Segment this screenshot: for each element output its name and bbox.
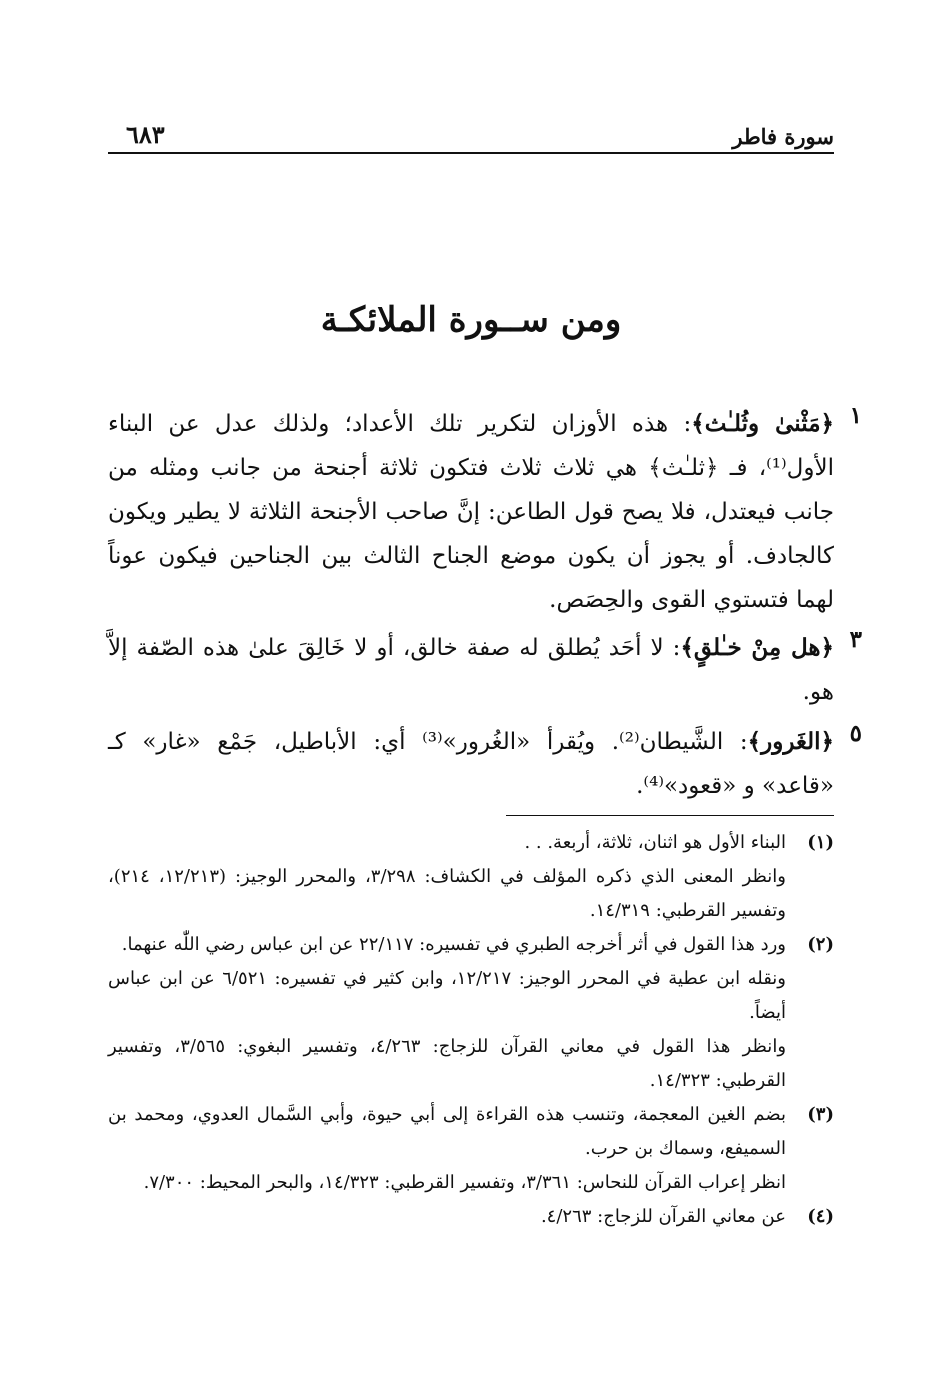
verse-number: ١	[849, 402, 862, 429]
quran-phrase: ﴿الغَرور﴾	[747, 728, 834, 755]
footnote	[108, 826, 834, 928]
footnote-number: (٣)	[807, 1104, 834, 1125]
verse-commentary	[108, 626, 834, 714]
verse-commentary	[108, 720, 834, 808]
commentary-text: : الشَّيطان⁽²⁾. ويُقرأ «الغُرور»⁽³⁾ أي: الأباطيل، جَمْع «غار» كـ «قاعد» و «قعود»⁽⁴⁾.	[108, 729, 834, 799]
footnote-text: بضم الغين المعجمة، وتنسب هذه القراءة إلى أبي حيوة، وأبي السَّمال العدوي، ومحمد بن السميفع، وسماك بن حرب.	[108, 1104, 786, 1159]
footnote-number: (٤)	[807, 1206, 834, 1227]
verse-entry	[108, 720, 862, 808]
verse-number: ٣	[849, 626, 862, 653]
verse-number: ٥	[849, 720, 862, 747]
footnote-text: ورد هذا القول في أثر أخرجه الطبري في تفسيره: ٢٢/١١٧ عن ابن عباس رضي اللّٰه عنهما.	[121, 934, 786, 955]
commentary-text: : لا أحَد يُطلق له صفة خالق، أو لا خَالِقَ علىٰ هذه الصّفة إلاَّ هو.	[108, 635, 834, 705]
footnote	[108, 928, 834, 1098]
commentary-text: : هذه الأوزان لتكرير تلك الأعداد؛ ولذلك عدل عن البناء الأول⁽¹⁾، فـ ﴿ثلـٰث﴾ هي ثلاث ثلاث فتكون ثلاثة أجنحة من جانب ومثله من جانب فيعتدل، فلا يصح قول الطاعن: إنَّ صاحب الأجنحة الثلاثة لا يطير ويكون كالجادف. أو يجوز أن يكون موضع الجناح الثالث بين الجناحين فيكون عوناً لهما فتستوي القوى والحِصَص.	[108, 411, 834, 613]
footnote-text: وانظر هذا القول في معاني القرآن للزجاج: ٤/٢٦٣، وتفسير البغوي: ٣/٥٦٥، وتفسير القرطبي: ١٤/٣٢٣.	[108, 1036, 787, 1091]
footnote	[108, 1098, 834, 1200]
verse-entry	[108, 402, 862, 622]
verse-entry	[108, 626, 862, 714]
footnote-rule	[506, 815, 834, 816]
footnote-text: عن معاني القرآن للزجاج: ٤/٢٦٣.	[540, 1206, 786, 1227]
footnote	[108, 1200, 834, 1234]
verse-commentary	[108, 402, 834, 622]
footnote-text: انظر إعراب القرآن للنحاس: ٣/٣٦١، وتفسير القرطبي: ١٤/٣٢٣، والبحر المحيط: ٧/٣٠٠.	[143, 1172, 786, 1193]
page-number: ٦٨٣	[126, 120, 165, 149]
header-rule	[108, 152, 834, 154]
quran-phrase: ﴿مَثْنىٰ وثُلـٰث﴾	[691, 410, 834, 437]
footnote-number: (١)	[807, 832, 834, 853]
footnote-text: البناء الأول هو اثنان، ثلاثة، أربعة. . .	[524, 832, 786, 853]
footnotes	[108, 826, 834, 1234]
section-title: ومن ســورة الملائكـة	[320, 300, 622, 340]
quran-phrase: ﴿هل مِنْ خـٰلقٍ﴾	[680, 634, 834, 661]
footnote-text: ونقله ابن عطية في المحرر الوجيز: ١٢/٢١٧، وابن كثير في تفسيره: ٦/٥٢١ عن ابن عباس أيضاً.	[108, 968, 786, 1023]
running-header	[108, 120, 834, 154]
footnote-number: (٢)	[807, 934, 834, 955]
footnote-text: وانظر المعنى الذي ذكره المؤلف في الكشاف: ٣/٢٩٨، والمحرر الوجيز: (١٢/٢١٣، ٢١٤)، وتفسير القرطبي: ١٤/٣١٩.	[108, 866, 786, 921]
surah-name: سورة فاطر	[732, 124, 834, 149]
